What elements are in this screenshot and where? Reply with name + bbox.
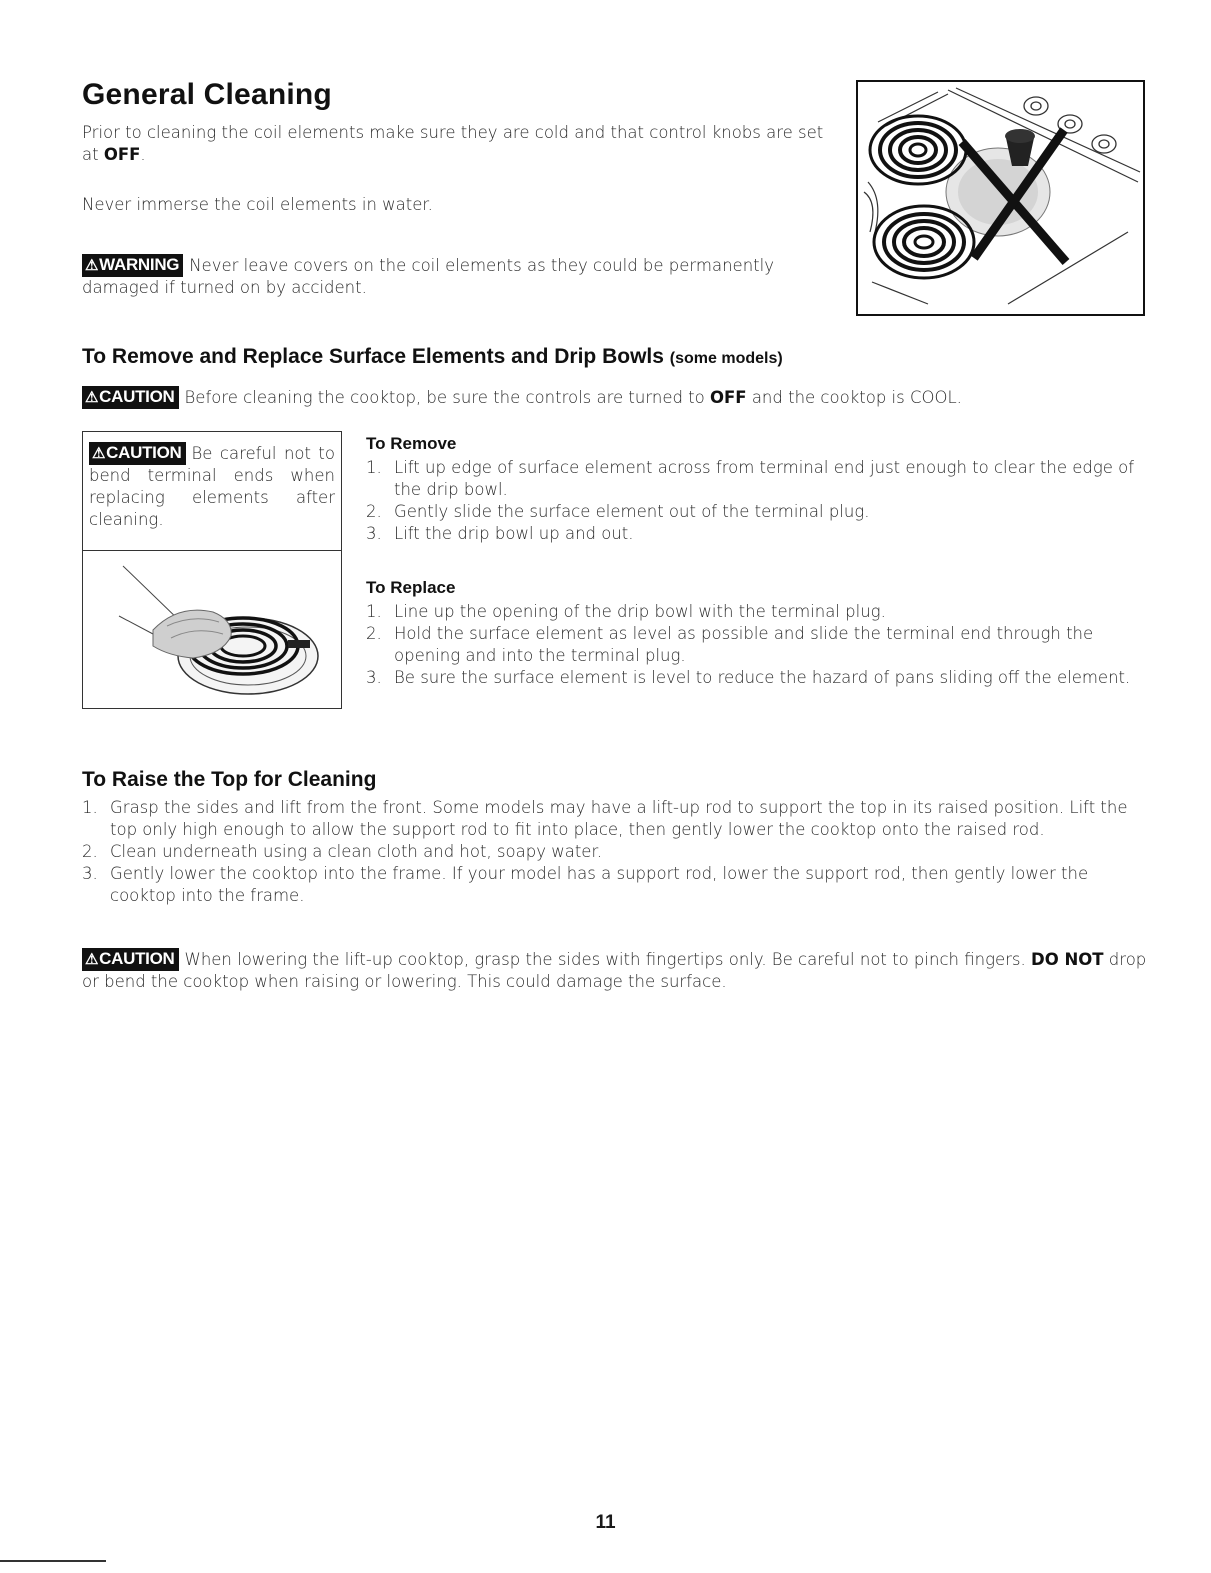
terminal-caution-text [83,442,341,531]
step-text: Gently lower the cooktop into the frame. If your model has a support rod, lower the support rod, then gently lower the cooktop into the frame. [110,864,1089,905]
caution-text-end: and the cooktop is COOL. [746,388,962,407]
warning-badge [82,254,183,277]
caution-text: Before cleaning the cooktop, be sure the controls are turned to [184,388,710,407]
warning-badge-label: WARNING [99,255,180,274]
step-text: Grasp the sides and lift from the front. Some models may have a lift-up rod to support the top in its raised position. Lift the top only high enough to allow the support rod to fit into place, then gently lower the cooktop onto the raised rod. [110,798,1128,839]
section1-heading-text: To Remove and Replace Surface Elements and Drip Bowls [82,345,664,368]
terminal-caution-box [82,431,342,709]
list-item [366,667,1148,689]
caution-badge-label: CAUTION [106,443,182,462]
list-item [82,797,1148,841]
list-item [366,457,1148,501]
step-text: Clean underneath using a clean cloth and hot, soapy water. [110,842,602,861]
warning-triangle-icon: ⚠ [85,257,99,274]
step-text: Line up the opening of the drip bowl with the terminal plug. [394,602,886,621]
caution-badge [82,386,179,409]
step-number: 2. [366,624,382,643]
section2-caution-paragraph [82,948,1148,993]
caution-box-divider [83,550,341,551]
to-remove-heading: To Remove [366,434,457,453]
caution-text-end: drop or bend the cooktop when raising or lowering. This could damage the surface. [82,950,1147,991]
page-title: General Cleaning [82,78,332,111]
remove-steps [366,457,1148,545]
intro-paragraph-1 [82,122,842,166]
to-replace-heading: To Replace [366,578,456,597]
caution-bold: DO NOT [1031,950,1104,969]
section1-heading-small: (some models) [669,350,783,367]
intro-p1-end: . [140,145,146,164]
intro-paragraph-2: Never immerse the coil elements in water. [82,195,433,214]
step-number: 3. [82,864,98,883]
warning-triangle-icon: ⚠ [92,445,106,462]
replace-steps [366,601,1148,689]
hand-lifting-coil-element-icon [83,556,341,706]
list-item [82,863,1148,907]
list-item [82,841,1148,863]
section-heading-remove-replace [82,345,783,369]
page-number: 11 [595,1512,616,1533]
caution-text: When lowering the lift-up cooktop, grasp the sides with fingertips only. Be careful not to pinch fingers. [184,950,1031,969]
warning-triangle-icon: ⚠ [85,951,99,968]
warning-triangle-icon: ⚠ [85,389,99,406]
list-item [366,623,1148,667]
step-number: 3. [366,524,382,543]
step-number: 3. [366,668,382,687]
step-text: Hold the surface element as level as possible and slide the terminal end through the opening and into the terminal plug. [394,624,1094,665]
coil-cover-illustration [856,80,1145,316]
step-text: Gently slide the surface element out of the terminal plug. [394,502,870,521]
intro-p1-bold: OFF [103,145,141,164]
warning-text: Never leave covers on the coil elements as they could be permanently damaged if turned on by accident. [82,256,774,297]
step-number: 2. [366,502,382,521]
warning-paragraph [82,254,842,299]
terminal-caution-body: Be careful not to bend terminal ends when replacing elements after cleaning. [89,444,335,529]
step-number: 1. [366,602,382,621]
caution-badge-label: CAUTION [99,949,175,968]
intro-p1-text: Prior to cleaning the coil elements make sure they are cold and that control knobs are set at [82,123,824,164]
caution-badge [82,948,179,971]
section-heading-raise-top: To Raise the Top for Cleaning [82,768,377,791]
caution-badge [89,442,186,465]
coil-element-with-cover-crossed-out-icon [858,82,1143,314]
footer-rule [0,1560,106,1562]
step-text: Lift up edge of surface element across from terminal end just enough to clear the edge of the drip bowl. [394,458,1135,499]
list-item [366,601,1148,623]
step-number: 1. [366,458,382,477]
caution-bold: OFF [710,388,747,407]
step-text: Lift the drip bowl up and out. [394,524,634,543]
step-number: 1. [82,798,98,817]
list-item [366,501,1148,523]
raise-top-steps [82,797,1148,907]
caution-badge-label: CAUTION [99,387,175,406]
list-item [366,523,1148,545]
section1-caution-paragraph [82,386,1152,409]
step-number: 2. [82,842,98,861]
step-text: Be sure the surface element is level to reduce the hazard of pans sliding off the element. [394,668,1131,687]
